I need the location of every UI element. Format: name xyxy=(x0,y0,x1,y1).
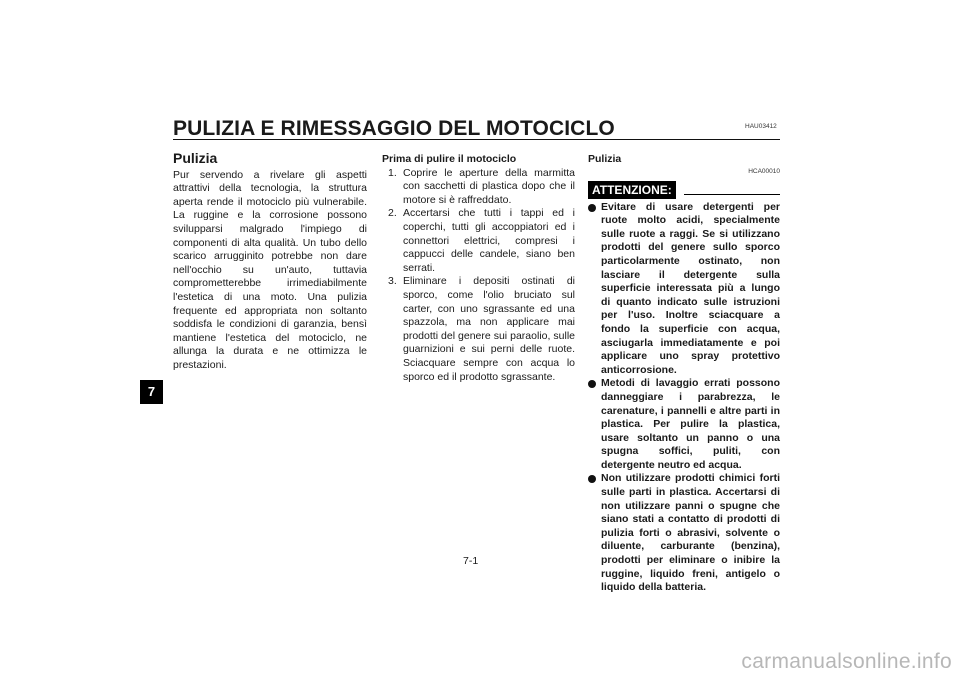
chapter-tab: 7 xyxy=(140,380,163,404)
column-cleaning-caution xyxy=(588,153,780,595)
bullet-icon xyxy=(588,380,596,388)
section-heading-pulizia: Pulizia xyxy=(173,150,218,166)
caution-label: ATTENZIONE: xyxy=(588,181,676,199)
list-item xyxy=(588,377,780,472)
step-number: 2. xyxy=(388,207,397,220)
bullet-icon xyxy=(588,204,596,212)
watermark: carmanualsonline.info xyxy=(741,650,952,673)
steps-list xyxy=(382,167,575,385)
caution-text: Non utilizzare prodotti chimici forti sulle parti in plastica. Accertarsi di non utilizzare panni o spugne che siano stati a contatto di prodotti di pulizia forti o abrasivi, solvente o diluente, carburante (benzina), prodotti per eliminare o inibire la ruggine, liquido freni, antigelo o liquido della batteria. xyxy=(601,472,780,594)
list-item xyxy=(388,167,575,208)
caution-text: Evitare di usare detergenti per ruote molto acidi, specialmente sulle ruote a raggi. Se si utilizzano prodotti del genere sullo sporco particolarmente ostinato, non lasciare il detergente sulla superficie interessata più a lungo di quanto indicato sulle istruzioni per l'uso. Inoltre sciacquare a fondo la superficie con acqua, asciugarla immediatamente e poi applicare uno spray protettivo anticorrosione. xyxy=(601,200,780,376)
caution-list xyxy=(588,201,780,595)
list-item xyxy=(388,207,575,275)
step-number: 3. xyxy=(388,275,397,288)
list-item xyxy=(388,275,575,384)
caution-text: Metodi di lavaggio errati possono danneggiare i parabrezza, le carenature, i pannelli e altre parti in plastica. Per pulire la plastica, usare soltanto un panno o una spugna soffici, puliti, con detergente neutro ed acqua. xyxy=(601,377,780,471)
intro-paragraph: Pur servendo a rivelare gli aspetti attrattivi della tecnologia, la struttura aperta rende il motociclo più vulnerabile. La ruggine e la corrosione possono svilupparsi malgrado l'impiego di componenti di alta qualità. Un tubo dello scarico arrugginito potrebbe non dare nell'occhio su un'auto, tuttavia comprometterebbe irrimediabilmente l'estetica di una moto. Una pulizia frequente ed appropriata non soltanto soddisfa le condizioni di garanzia, bensì mantiene l'estetica del motociclo, ne allunga la durata e ne ottimizza le prestazioni. xyxy=(173,168,367,371)
subheading-cleaning: Pulizia xyxy=(588,153,622,165)
caution-header xyxy=(588,179,780,201)
column-before-cleaning xyxy=(382,153,575,384)
caution-divider xyxy=(684,194,780,195)
step-text: Coprire le aperture della marmitta con sacchetti di plastica dopo che il motore si è raffreddato. xyxy=(403,166,575,206)
step-text: Eliminare i depositi ostinati di sporco, come l'olio bruciato sul carter, con uno sgrassante ed una spazzola, ma non applicare mai prodotti del genere sui paraolio, sulle guarnizioni e sui perni delle ruote. Sciacquare sempre con acqua lo sporco ed il prodotto sgrassante. xyxy=(403,275,575,383)
caution-code: HCA00010 xyxy=(748,167,780,175)
subheading-before-cleaning: Prima di pulire il motociclo xyxy=(382,153,517,165)
column-intro xyxy=(173,152,367,373)
list-item xyxy=(588,201,780,378)
title-divider xyxy=(173,139,780,140)
step-number: 1. xyxy=(388,166,397,179)
list-item xyxy=(588,472,780,594)
step-text: Accertarsi che tutti i tappi ed i coperchi, tutti gli accoppiatori ed i connettori elettrici, compresi i cappucci delle candele, siano ben serrati. xyxy=(403,207,575,274)
page-number: 7-1 xyxy=(463,555,479,567)
section-code: HAU03412 xyxy=(745,123,777,130)
page-title: PULIZIA E RIMESSAGGIO DEL MOTOCICLO xyxy=(173,117,615,140)
bullet-icon xyxy=(588,475,596,483)
